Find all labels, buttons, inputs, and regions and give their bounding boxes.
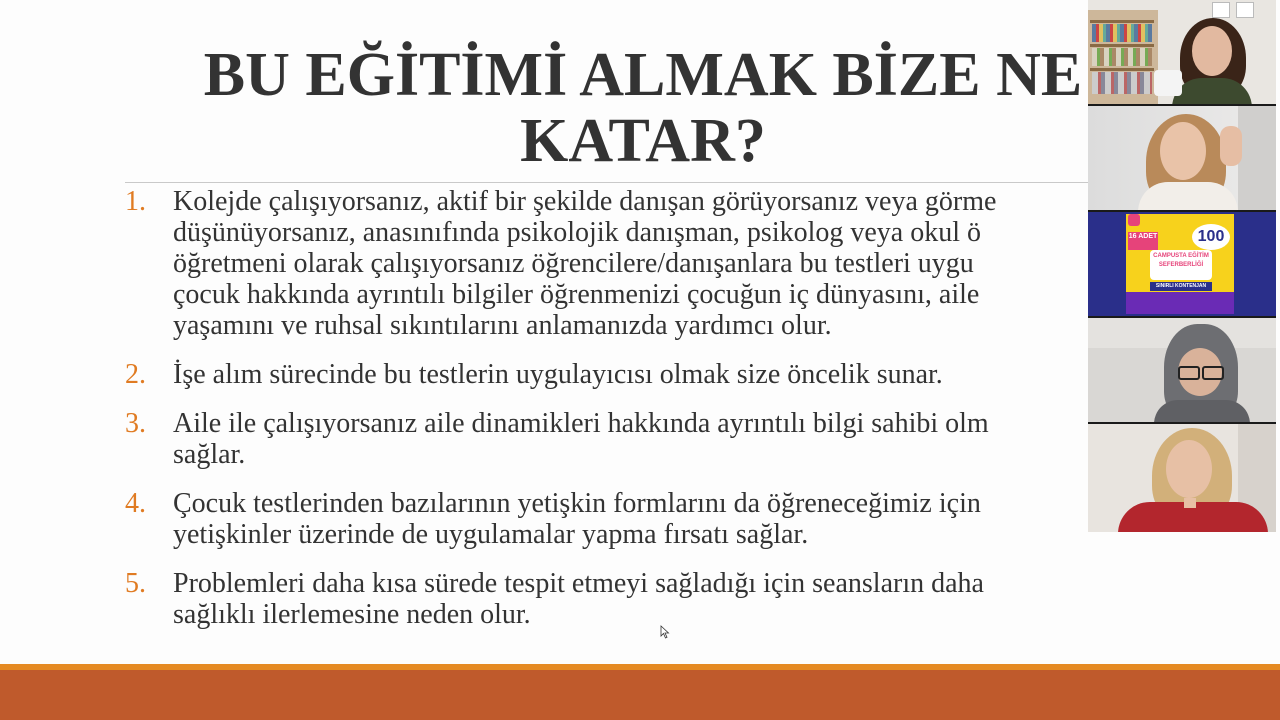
list-item [125,568,1145,630]
promo-count-badge: 100 [1192,224,1230,250]
list-text-line: sağlar. [173,439,246,470]
slide-title-line-1: BU EĞİTİMİ ALMAK BİZE NE [203,41,1083,109]
list-item [125,488,1145,550]
promo-left-badge: 16 ADET [1128,232,1158,250]
list-text-line: Aile ile çalışıyorsanız aile dinamikleri hakkında ayrıntılı bilgi sahibi olm [173,408,989,439]
list-number: 4. [125,488,146,519]
promo-subtext: SINIRLI KONTENJAN [1150,282,1212,291]
list-item [125,359,1145,390]
list-number: 5. [125,568,146,599]
participant-video-tile[interactable] [1088,106,1276,212]
list-number: 2. [125,359,146,390]
participant-video-tile[interactable] [1088,318,1276,424]
list-text-line: Çocuk testlerinden bazılarının yetişkin formlarını da öğreneceğimiz için [173,488,981,519]
promo-video-tile[interactable] [1088,212,1276,318]
list-number: 3. [125,408,146,439]
list-text-line: öğretmeni olarak çalışıyorsanız öğrencilere/danışanlara bu testleri uygu [173,248,974,279]
promo-headline: CAMPUSTA EĞİTİM SEFERBERLİĞİ [1150,250,1212,280]
list-number: 1. [125,186,146,217]
list-text-line: Kolejde çalışıyorsanız, aktif bir şekilde danışan görüyorsanız veya görme [173,186,997,217]
list-text-line: çocuk hakkında ayrıntılı bilgiler öğrenmenizi çocuğun iç dünyasını, aile [173,279,980,310]
participant-video-tile[interactable] [1088,0,1276,106]
mouse-cursor-icon [660,625,670,639]
list-item [125,186,1145,341]
list-text-line: düşünüyorsanız, anasınıfında psikolojik danışman, psikolog veya okul ö [173,217,982,248]
list-text-line: yaşamını ve ruhsal sıkıntılarını anlamanızda yardımcı olur. [173,310,832,341]
list-text-line: İşe alım sürecinde bu testlerin uygulayıcısı olmak size öncelik sunar. [173,359,943,390]
benefits-list [125,186,1145,630]
list-text-line: yetişkinler üzerinde de uygulamalar yapma fırsatı sağlar. [173,519,809,550]
slide-title-line-2: KATAR? [520,107,766,175]
list-item [125,408,1145,470]
participant-gallery [1088,0,1280,532]
footer-bar [0,670,1280,720]
participant-video-tile[interactable] [1088,424,1276,532]
list-text-line: Problemleri daha kısa sürede tespit etmeyi sağladığı için seansların daha [173,568,984,599]
list-text-line: sağlıklı ilerlemesine neden olur. [173,599,531,630]
title-divider [125,182,1090,183]
